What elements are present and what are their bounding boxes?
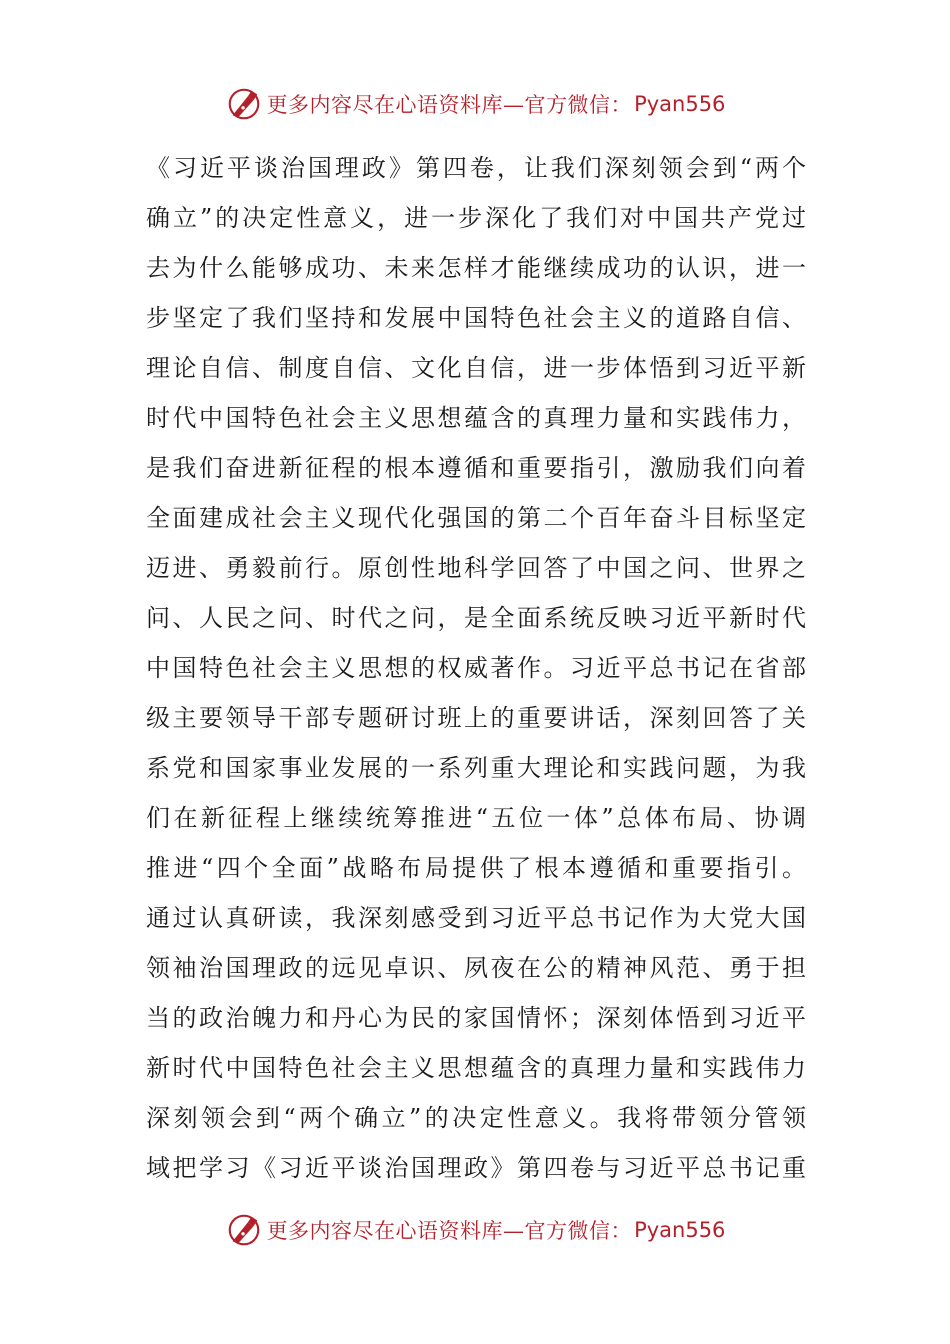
header-banner-wechat-id: Pyan556 bbox=[634, 92, 726, 116]
body-line: 步坚定了我们坚持和发展中国特色社会主义的道路自信、 bbox=[146, 304, 806, 332]
body-line: 是我们奋进新征程的根本遵循和重要指引，激励我们向着 bbox=[146, 454, 806, 482]
body-line: 中国特色社会主义思想的权威著作。习近平总书记在省部 bbox=[146, 654, 806, 682]
body-line: 域把学习《习近平谈治国理政》第四卷与习近平总书记重 bbox=[146, 1154, 806, 1182]
body-line: 级主要领导干部专题研讨班上的重要讲话，深刻回答了关 bbox=[146, 704, 806, 732]
body-line: 迈进、勇毅前行。原创性地科学回答了中国之问、世界之 bbox=[146, 554, 806, 582]
footer-banner-text: 更多内容尽在心语资料库—官方微信： bbox=[266, 1219, 633, 1243]
document-body bbox=[146, 143, 806, 1193]
body-line: 领袖治国理政的远见卓识、夙夜在公的精神风范、勇于担 bbox=[146, 954, 806, 982]
body-line: 新时代中国特色社会主义思想蕴含的真理力量和实践伟力 bbox=[146, 1054, 806, 1082]
body-line: 推进“四个全面”战略布局提供了根本遵循和重要指引。 bbox=[146, 854, 806, 882]
body-line: 当的政治魄力和丹心为民的家国情怀；深刻体悟到习近平 bbox=[146, 1004, 806, 1032]
body-line: 去为什么能够成功、未来怎样才能继续成功的认识，进一 bbox=[146, 254, 806, 282]
pen-nib-logo-icon bbox=[225, 1211, 263, 1249]
header-banner bbox=[0, 84, 950, 124]
body-line: 时代中国特色社会主义思想蕴含的真理力量和实践伟力， bbox=[146, 404, 806, 432]
footer-banner bbox=[0, 1210, 950, 1250]
body-line: 深刻领会到“两个确立”的决定性意义。我将带领分管领 bbox=[146, 1104, 806, 1132]
body-line: 全面建成社会主义现代化强国的第二个百年奋斗目标坚定 bbox=[146, 504, 806, 532]
body-line: 问、人民之问、时代之问，是全面系统反映习近平新时代 bbox=[146, 604, 806, 632]
body-line: 系党和国家事业发展的一系列重大理论和实践问题，为我 bbox=[146, 754, 806, 782]
body-line: 通过认真研读，我深刻感受到习近平总书记作为大党大国 bbox=[146, 904, 806, 932]
footer-banner-wechat-id: Pyan556 bbox=[634, 1218, 726, 1242]
header-banner-text: 更多内容尽在心语资料库—官方微信： bbox=[266, 93, 633, 117]
body-line: 们在新征程上继续统筹推进“五位一体”总体布局、协调 bbox=[146, 804, 806, 832]
body-line: 理论自信、制度自信、文化自信，进一步体悟到习近平新 bbox=[146, 354, 806, 382]
body-line: 《习近平谈治国理政》第四卷，让我们深刻领会到“两个 bbox=[146, 154, 806, 182]
body-line: 确立”的决定性意义，进一步深化了我们对中国共产党过 bbox=[146, 204, 806, 232]
pen-nib-logo-icon bbox=[225, 85, 263, 123]
